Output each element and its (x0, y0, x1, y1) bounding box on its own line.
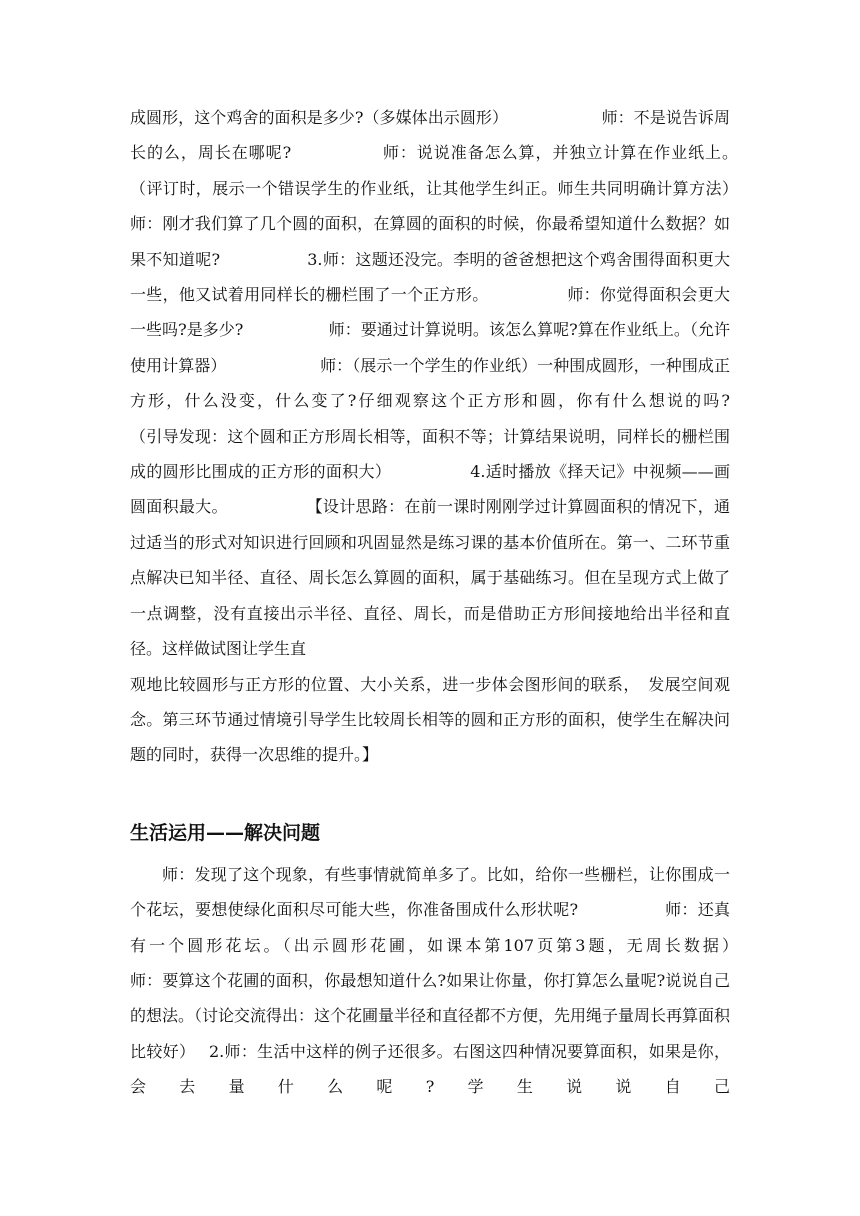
document-page (130, 100, 816, 1105)
life-application-paragraph: 师：发现了这个现象，有些事情就简单多了。比如，给你一些栅栏，让你围成一个花坛，要想使绿化面积尽可能大些，你准备围成什么形状呢? 师：还真有一个圆形花坛。（出示圆形花圃，如课本第107页第3题，无周长数据） 师：要算这个花圃的面积，你最想知道什么?如果让你量，你打算怎么量呢?说说自己的想法。（讨论交流得出：这个花圃量半径和直径都不方便，先用绳子量周长再算面积比较好） 2.师：生活中这样的例子还很多。右图这四种情况要算面积，如果是你，会去量什么呢?学生说说自己 (130, 864, 816, 1097)
section-heading: 生活运用——解决问题 (130, 821, 321, 844)
design-idea-paragraph: 观地比较圆形与正方形的位置、大小关系，进一步体会图形间的联系， 发展空间观念。第三环节通过情境引导学生比较周长相等的圆和正方形的面积，使学生在解决问题的同时，获得一次思维的提升。】 (130, 674, 730, 765)
lesson-paragraph-discussion: 成圆形，这个鸡舍的面积是多少?（多媒体出示圆形） 师：不是说告诉周长的么，周长在哪呢? 师：说说准备怎么算，并独立计算在作业纸上。 （评订时，展示一个错误学生的作业纸，让其他学生纠正。师生共同明确计算方法） 师：刚才我们算了几个圆的面积，在算圆的面积的时候，你最希望知道什么数据？如果不知道呢? 3.师：这题还没完。李明的爸爸想把这个鸡舍围得面积更大一些，他又试着用同样长的栅栏围了一个正方形。 师：你觉得面积会更大一些吗?是多少? 师：要通过计算说明。该怎么算呢?算在作业纸上。（允许使用计算器） 师：（展示一个学生的作业纸）一种围成圆形，一种围成正方形，什么没变，什么变了?仔细观察这个正方形和圆，你有什么想说的吗? （引导发现：这个圆和正方形周长相等，面积不等；计算结果说明，同样长的栅栏围成的圆形比围成的正方形的面积大） 4.适时播放《择天记》中视频——画圆面积最大。 【设计思路：在前一课时刚刚学过计算圆面积的情况下，通过适当的形式对知识进行回顾和巩固显然是练习课的基本价值所在。第一、二环节重点解决已知半径、直径、周长怎么算圆的面积，属于基础练习。但在呈现方式上做了一点调整，没有直接出示半径、直径、周长，而是借助正方形间接地给出半径和直径。这样做试图让学生直 (130, 108, 816, 659)
